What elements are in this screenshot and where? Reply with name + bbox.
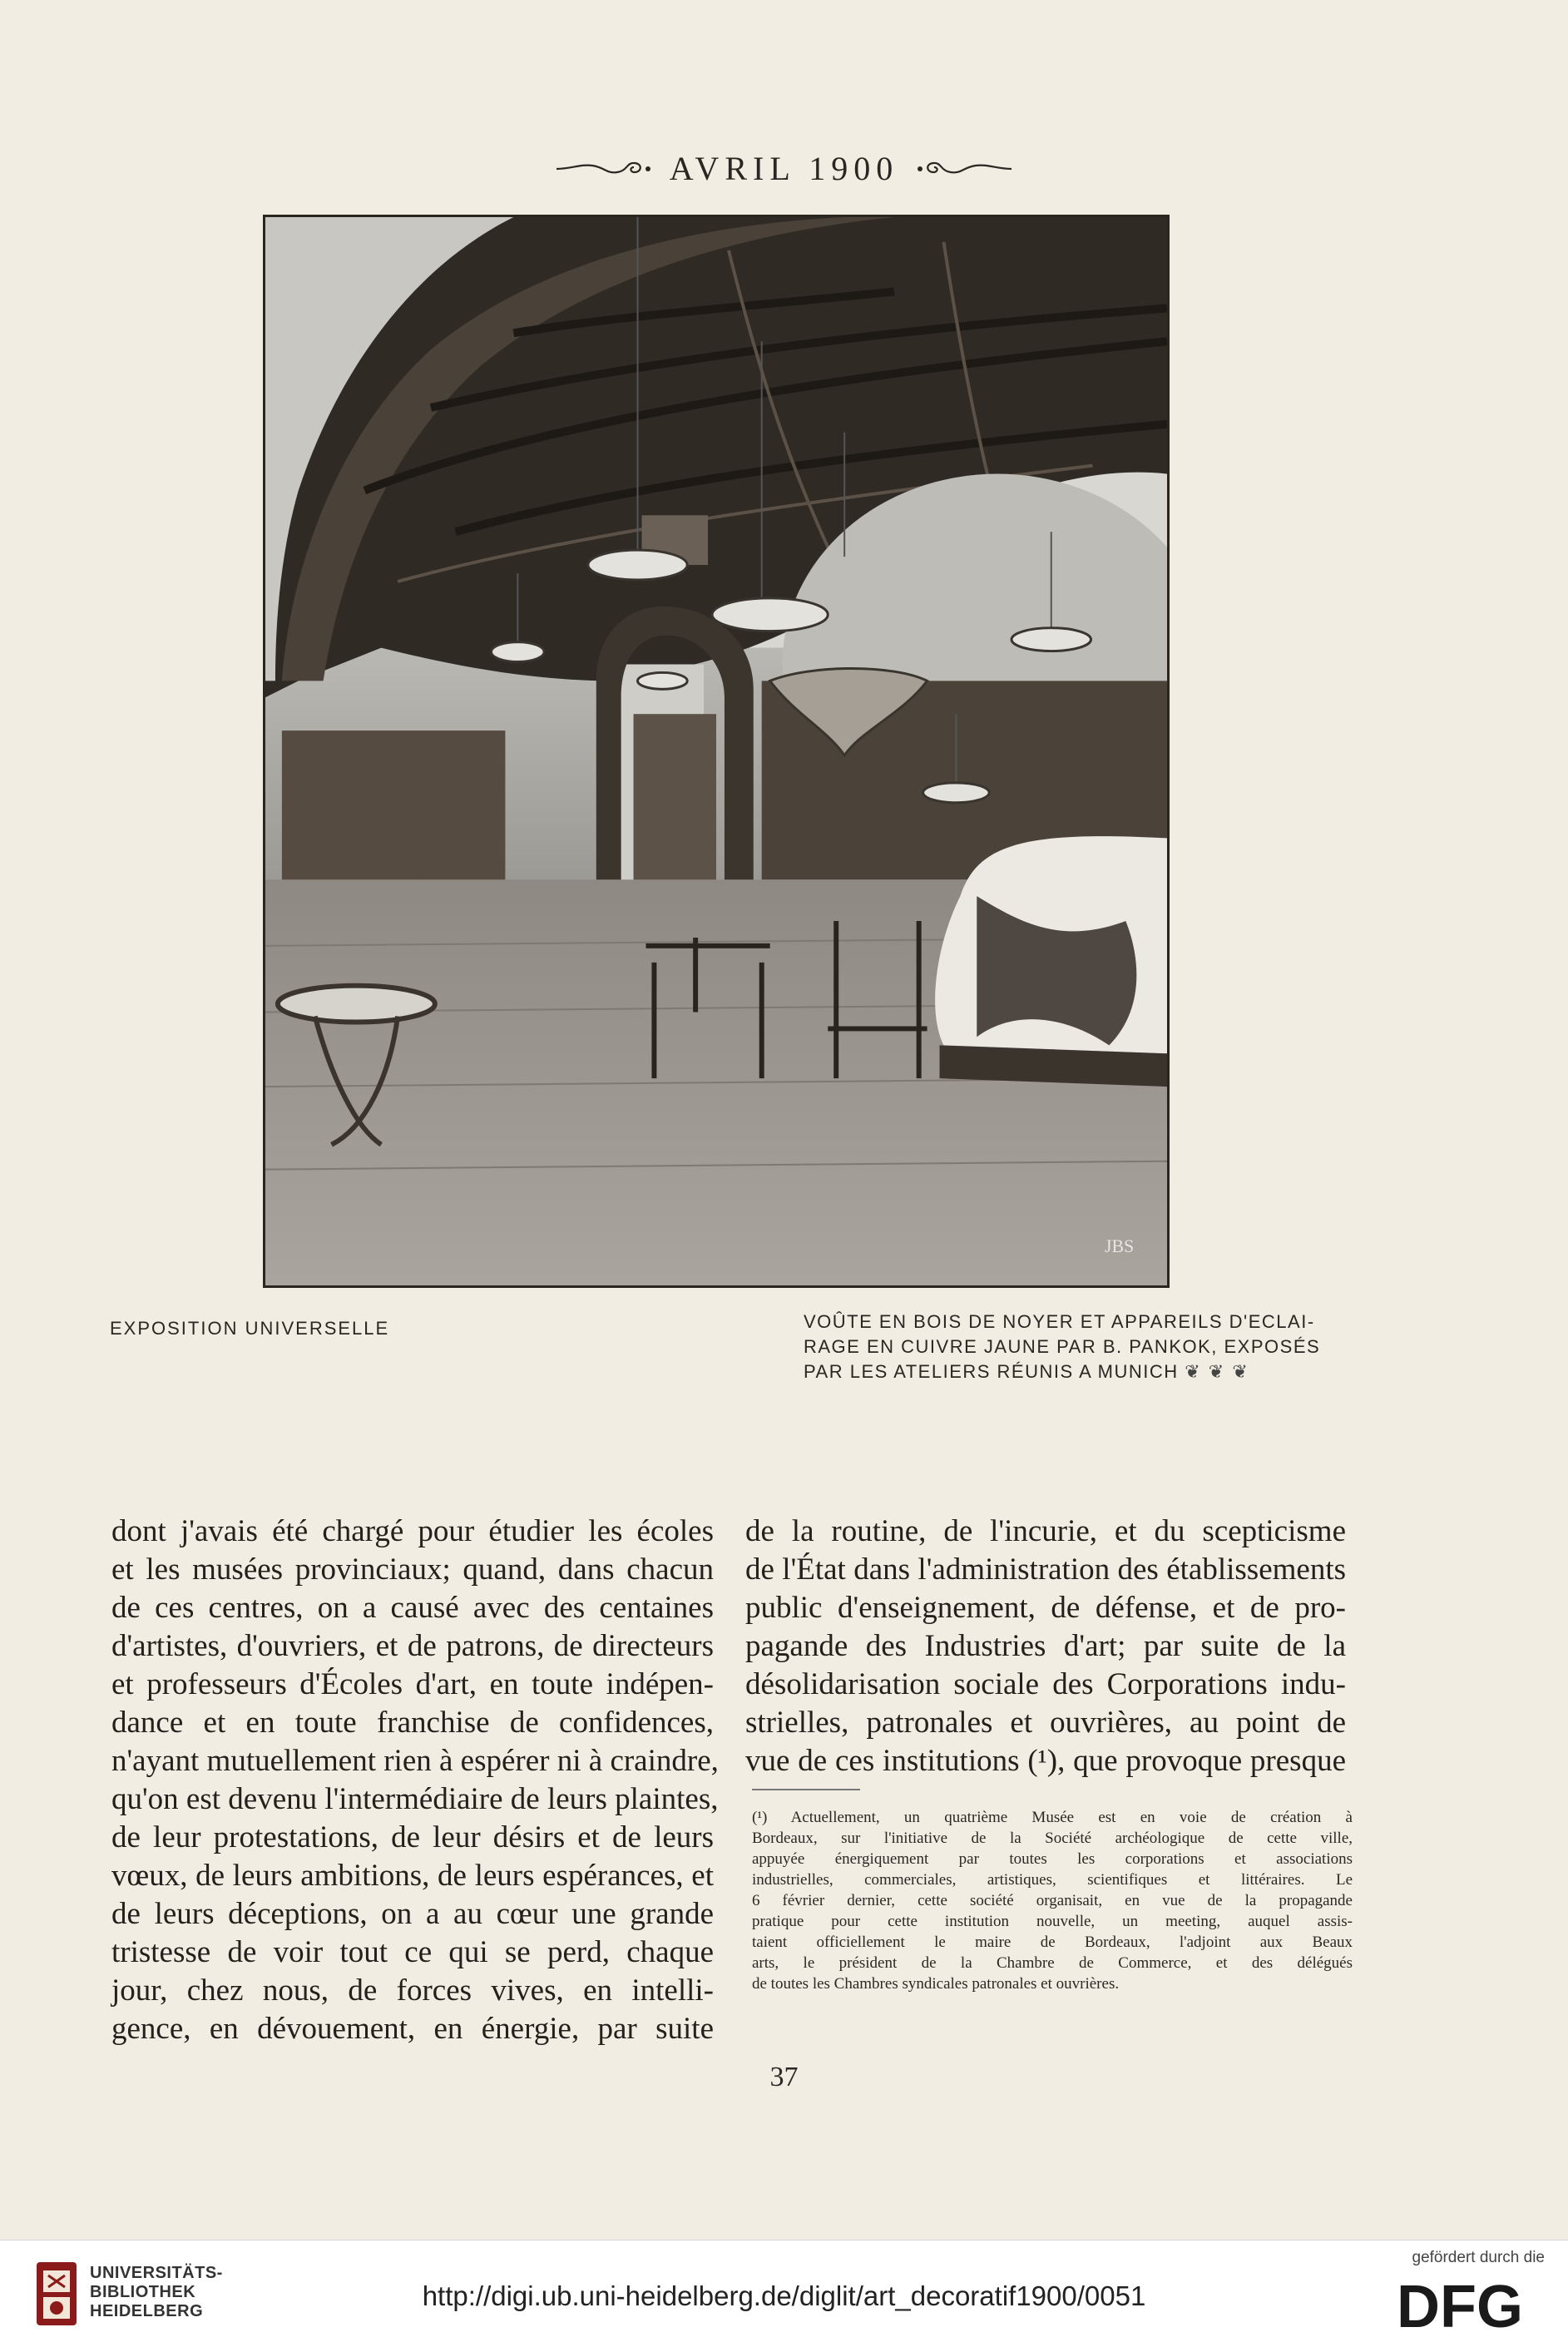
body-line: dont j'avais été chargé pour étudier les écoles <box>111 1514 714 1548</box>
body-line: de ces centres, on a causé avec des centaines <box>111 1591 714 1625</box>
body-line: et les musées provinciaux; quand, dans chacun <box>111 1552 714 1587</box>
text-column-right <box>745 1513 1346 1780</box>
interior-photograph <box>263 215 1170 1288</box>
body-line: et professeurs d'Écoles d'art, en toute indépen- <box>111 1667 714 1701</box>
footnote-line: de toutes les Chambres syndicales patronales et ouvrières. <box>752 1975 1120 1993</box>
photo-monogram: JBS <box>1104 1236 1135 1257</box>
caption-right-line: RAGE EN CUIVRE JAUNE PAR B. PANKOK, EXPOSÉS <box>804 1336 1321 1357</box>
caption-right <box>804 1310 1353 1384</box>
institution-name: UNIVERSITÄTS- BIBLIOTHEK HEIDELBERG <box>90 2264 223 2320</box>
body-line: d'artistes, d'ouvriers, et de patrons, de directeurs <box>111 1629 714 1663</box>
footnote-line: (¹) Actuellement, un quatrième Musée est en voie de création à <box>752 1809 1353 1826</box>
caption-right-line: PAR LES ATELIERS RÉUNIS A MUNICH ❦ ❦ ❦ <box>804 1361 1249 1382</box>
body-line: jour, chez nous, de forces vives, en intelli- <box>111 1973 714 2008</box>
caption-left: EXPOSITION UNIVERSELLE <box>110 1318 390 1339</box>
dfg-logo <box>1377 2275 1543 2335</box>
svg-text:DFG: DFG <box>1397 2275 1523 2335</box>
footnote-line: taient officiellement le maire de Bordeaux, l'adjoint aux Beaux <box>752 1934 1353 1951</box>
body-line: n'ayant mutuellement rien à espérer ni à craindre, <box>111 1744 719 1778</box>
body-line: tristesse de voir tout ce qui se perd, chaque <box>111 1935 714 1969</box>
body-line: vœux, de leurs ambitions, de leurs espérances, et <box>111 1859 714 1893</box>
header-title: AVRIL 1900 <box>669 149 899 187</box>
body-line: pagande des Industries d'art; par suite de la <box>745 1629 1346 1663</box>
left-flourish-icon <box>555 156 655 181</box>
body-line: gence, en dévouement, en énergie, par suite <box>111 2012 714 2046</box>
text-column-left <box>111 1513 719 2048</box>
body-line: de leurs déceptions, on a au cœur une grande <box>111 1897 714 1931</box>
right-flourish-icon <box>913 156 1013 181</box>
body-line: dance et en toute franchise de confidences, <box>111 1706 714 1740</box>
running-header <box>0 143 1568 193</box>
body-line: vue de ces institutions (¹), que provoque presque <box>745 1744 1346 1778</box>
footnote <box>752 1807 1353 1994</box>
caption-right-line: VOÛTE EN BOIS DE NOYER ET APPAREILS D'ECLAI- <box>804 1311 1315 1332</box>
sponsor-label: gefördert durch die <box>1412 2249 1545 2266</box>
body-line: désolidarisation sociale des Corporations indu- <box>745 1667 1346 1701</box>
body-line: de l'État dans l'administration des établissements <box>745 1552 1346 1587</box>
body-line: qu'on est devenu l'intermédiaire de leurs plaintes, <box>111 1782 719 1816</box>
footnote-line: industrielles, commerciales, artistiques, scientifiques et littéraires. Le <box>752 1871 1353 1889</box>
body-line: public d'enseignement, de défense, et de pro- <box>745 1591 1346 1625</box>
caption-ornament: ❦ ❦ ❦ <box>1185 1361 1249 1382</box>
footnote-line: 6 février dernier, cette société organisait, en vue de la propagande <box>752 1892 1353 1909</box>
body-line: de leur protestations, de leur désirs et de leurs <box>111 1820 714 1854</box>
footnote-line: arts, le président de la Chambre de Commerce, et des délégués <box>752 1954 1353 1972</box>
footer-bar <box>0 2240 1568 2352</box>
photo-illustration <box>265 217 1167 1285</box>
page-number: 37 <box>769 2062 799 2092</box>
footnote-line: Bordeaux, sur l'initiative de la Société archéologique de cette ville, <box>752 1830 1353 1847</box>
footnote-line: appuyée énergiquement par toutes les corporations et associations <box>752 1850 1353 1868</box>
body-line: strielles, patronales et ouvrières, au point de <box>745 1706 1346 1740</box>
footnote-line: pratique pour cette institution nouvelle, un meeting, auquel assis- <box>752 1913 1353 1930</box>
source-url-link[interactable]: http://digi.ub.uni-heidelberg.de/diglit/art_decoratif1900/0051 <box>422 2280 1146 2311</box>
body-line: de la routine, de l'incurie, et du scepticisme <box>745 1514 1346 1548</box>
footnote-rule <box>752 1789 860 1790</box>
